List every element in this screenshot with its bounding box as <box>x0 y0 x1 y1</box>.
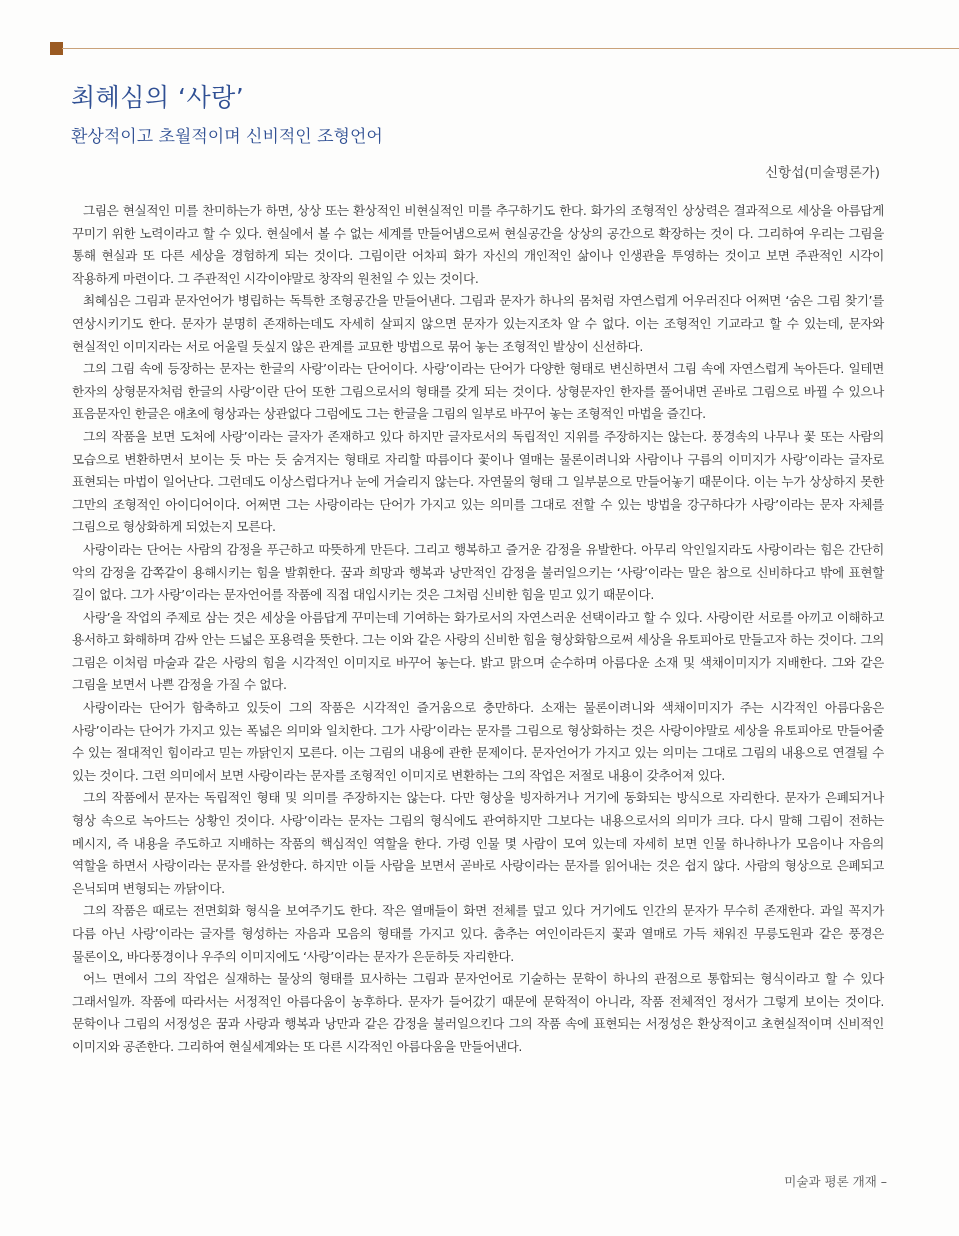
footer-source: 미술과 평론 개재 – <box>784 1174 887 1189</box>
article-body <box>72 200 884 1059</box>
paragraph: 그의 그림 속에 등장하는 문자는 한글의 사랑’이라는 단어이다. 사랑’이라는 단어가 다양한 형태로 변신하면서 그림 속에 자연스럽게 녹아든다. 일테면 한자의 상형문자처럼 한글의 사랑’이란 단어 또한 그림으로서의 형태를 갖게 되는 것이다. 상형문자인 한자를 풀어내면 곧바로 그림으로 바뀔 수 있으나 표음문자인 한글은 애초에 형상과는 상관없다 그럼에도 그는 한글을 그림의 일부로 바꾸어 놓는 조형적인 마법을 즐긴다. <box>72 361 884 422</box>
paragraph: 그의 작품은 때로는 전면회화 형식을 보여주기도 한다. 작은 열매들이 화면 전체를 덮고 있다 거기에도 인간의 문자가 무수히 존재한다. 과일 꼭지가 다름 아닌 사랑’이라는 글자를 형성하는 자음과 모음의 형태를 가지고 있다. 춤추는 여인이라든지 꽃과 열매로 가득 채워진 무릉도원과 같은 풍경은 물론이오, 바다풍경이나 우주의 이미지에도 ‘사랑’이라는 문자가 은둔하듯 자리한다. <box>72 903 884 964</box>
paragraph: 사랑’을 작업의 주제로 삼는 것은 세상을 아름답게 꾸미는데 기여하는 화가로서의 자연스러운 선택이라고 할 수 있다. 사랑이란 서로를 아끼고 이해하고 용서하고 화해하며 감싸 안는 드넓은 포용력을 뜻한다. 그는 이와 같은 사랑의 신비한 힘을 형상화함으로써 세상을 유토피아로 만들고자 하는 것이다. 그의 그림은 이처럼 마술과 같은 사랑의 힘을 시각적인 이미지로 바꾸어 놓는다. 밝고 맑으며 순수하며 아름다운 소재 및 색채이미지가 지배한다. 그와 같은 그림을 보면서 나쁜 감정을 가질 수 없다. <box>72 609 884 693</box>
article-title: 최혜심의 ‘사랑’ <box>71 83 245 112</box>
header-rule <box>62 48 959 49</box>
paragraph: 어느 면에서 그의 작업은 실재하는 물상의 형태를 묘사하는 그림과 문자언어로 기술하는 문학이 하나의 관점으로 통합되는 형식이라고 할 수 있다 그래서일까. 작품에 따라서는 서정적인 아름다움이 농후하다. 문자가 들어갔기 때문에 문학적이 아니라, 작품 전체적인 정서가 그렇게 보이는 것이다. 문학이나 그림의 서정성은 꿈과 사랑과 행복과 낭만과 같은 감정을 불러일으킨다 그의 작품 속에 표현되는 서정성은 환상적이고 초현실적이며 신비적인 이미지와 공존한다. 그리하여 현실세계와는 또 다른 시각적인 아름다움을 만들어낸다. <box>72 971 884 1054</box>
paragraph: 사랑이라는 단어는 사람의 감정을 푸근하고 따뜻하게 만든다. 그리고 행복하고 즐거운 감정을 유발한다. 아무리 악인일지라도 사랑이라는 힘은 간단히 악의 감정을 감쪽같이 용해시키는 힘을 발휘한다. 꿈과 희망과 행복과 낭만적인 감정을 불러일으키는 ‘사랑’이라는 말은 참으로 신비하다고 밖에 표현할 길이 없다. 그가 사랑’이라는 문자언어를 작품에 직접 대입시키는 것은 그처럼 신비한 힘을 믿고 있기 때문이다. <box>72 541 884 603</box>
author-byline: 신항섭(미술평론가) <box>765 165 880 181</box>
paragraph: 최혜심은 그림과 문자언어가 병립하는 독특한 조형공간을 만들어낸다. 그림과 문자가 하나의 몸처럼 자연스럽게 어우러진다 어쩌면 ‘숨은 그림 찾기’를 연상시키기도 한다. 문자가 분명히 존재하는데도 자세히 살피지 않으면 문자가 있는지조차 알 수 없다. 이는 조형적인 기교라고 할 수 있는데, 문자와 현실적인 이미지라는 서로 어울릴 듯싶지 않은 관계를 교묘한 방법으로 묶어 놓는 조형적인 발상이 신선하다. <box>72 293 884 354</box>
paragraph: 그의 작품을 보면 도처에 사랑’이라는 글자가 존재하고 있다 하지만 글자로서의 독립적인 지위를 주장하지는 않는다. 풍경속의 나무나 꽃 또는 사람의 모습으로 변환하면서 보이는 듯 마는 듯 숨겨지는 형태로 자리할 따름이다 꽃이나 열매는 물론이려니와 사람이나 구름의 이미지가 사랑’이라는 글자로 표현되는 마법이 일어난다. 그런데도 이상스럽다거나 눈에 거슬리지 않는다. 자연물의 형태 그 일부분으로 만들어놓기 때문이다. 이는 누가 상상하지 못한 그만의 조형적인 아이디어이다. 어쩌면 그는 사랑이라는 단어가 가지고 있는 의미를 그대로 전할 수 있는 방법을 강구하다가 사랑’이라는 문자 자체를 그림으로 형상화하게 되었는지 모른다. <box>72 428 884 535</box>
paragraph: 사랑이라는 단어가 함축하고 있듯이 그의 작품은 시각적인 즐거움으로 충만하다. 소재는 물론이려니와 색채이미지가 주는 시각적인 아름다움은 사랑’이라는 단어가 가지고 있는 폭넓은 의미와 일치한다. 그가 사랑’이라는 문자를 그림으로 형상화하는 것은 사랑이야말로 세상을 유토피아로 만들어줄 수 있는 절대적인 힘이라고 믿는 까닭인지 모른다. 이는 그림의 내용에 관한 문제이다. 문자언어가 가지고 있는 의미는 그대로 그림의 내용으로 연결될 수 있는 것이다. 그런 의미에서 보면 사랑이라는 문자를 조형적인 이미지로 변환하는 그의 작업은 저절로 내용이 갖추어져 있다. <box>72 700 884 783</box>
paragraph: 그의 작품에서 문자는 독립적인 형태 및 의미를 주장하지는 않는다. 다만 형상을 빙자하거나 거기에 동화되는 방식으로 자리한다. 문자가 은폐되거나 형상 속으로 녹아드는 상황인 것이다. 사랑’이라는 문자는 그림의 형식에도 관여하지만 그보다는 내용으로서의 의미가 크다. 다시 말해 그림이 전하는 메시지, 즉 내용을 주도하고 지배하는 작품의 핵심적인 역할을 한다. 가령 인물 몇 사람이 모여 있는데 자세히 보면 인물 하나하나가 모음이나 자음의 역할을 하면서 사랑이라는 문자를 완성한다. 하지만 이들 사람을 보면서 곧바로 사랑이라는 문자를 읽어내는 것은 쉽지 않다. 사람의 형상으로 은폐되고 은닉되며 변형되는 까닭이다. <box>72 790 884 896</box>
article-subtitle: 환상적이고 초월적이며 신비적인 조형언어 <box>71 127 383 147</box>
paragraph: 그림은 현실적인 미를 찬미하는가 하면, 상상 또는 환상적인 비현실적인 미를 추구하기도 한다. 화가의 조형적인 상상력은 결과적으로 세상을 아름답게 꾸미기 위한 노력이라고 할 수 있다. 현실에서 볼 수 없는 세계를 만들어냄으로써 현실공간을 상상의 공간으로 확장하는 것이 다. 그리하여 우리는 그림을 통해 현실과 또 다른 세상을 경험하게 되는 것이다. 그림이란 어차피 화가 자신의 개인적인 삶이나 인생관을 투영하는 것이고 보면 주관적인 시각이 작용하게 마련이다. 그 주관적인 시각이야말로 창작의 원천일 수 있는 것이다. <box>72 203 884 286</box>
